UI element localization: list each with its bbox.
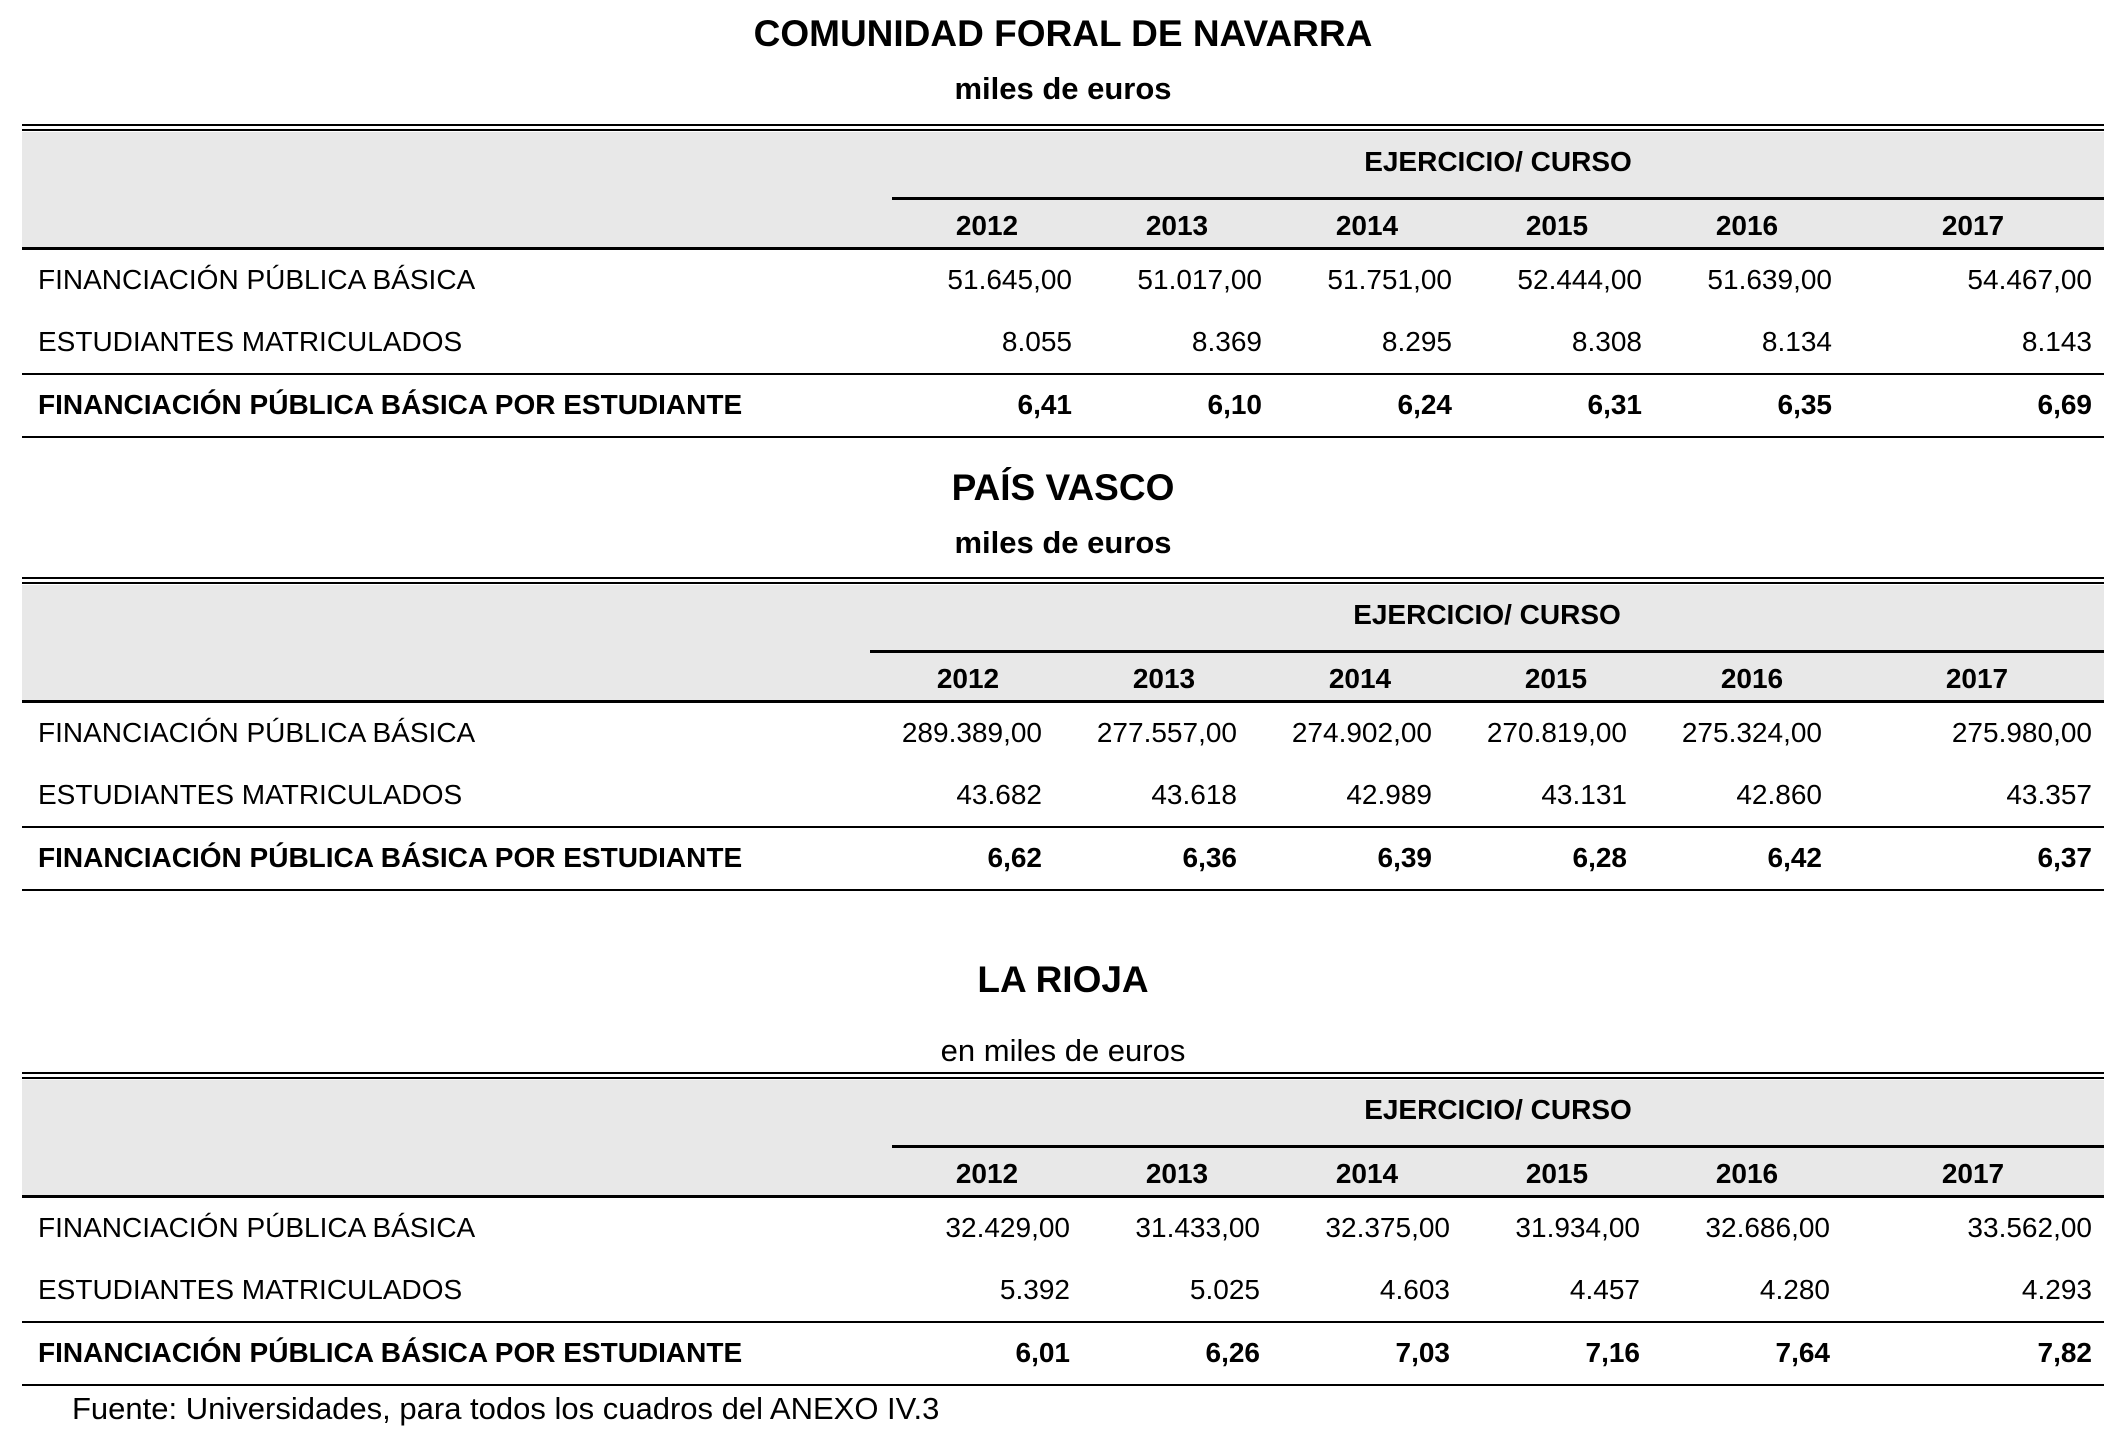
year-header: 2013 (1145, 1158, 1209, 1189)
section-title: COMUNIDAD FORAL DE NAVARRA (753, 13, 1373, 54)
table-cell: 51.017,00 (1137, 264, 1262, 295)
year-header: 2015 (1525, 210, 1589, 241)
row-label: FINANCIACIÓN PÚBLICA BÁSICA POR ESTUDIANTE (38, 842, 743, 873)
table-cell: 32.686,00 (1705, 1212, 1830, 1243)
table-cell: 51.751,00 (1327, 264, 1452, 295)
group-header: EJERCICIO/ CURSO (1364, 146, 1632, 177)
section-subtitle: miles de euros (954, 525, 1172, 560)
section-title: LA RIOJA (977, 959, 1149, 1000)
table-cell: 275.324,00 (1681, 717, 1822, 748)
table-cell: 52.444,00 (1517, 264, 1642, 295)
table-cell: 4.457 (1569, 1274, 1640, 1305)
table-cell: 6,39 (1377, 842, 1432, 873)
year-header: 2016 (1720, 663, 1784, 694)
table-cell: 6,01 (1015, 1337, 1070, 1368)
year-header: 2012 (936, 663, 1000, 694)
table-cell: 8.308 (1571, 326, 1642, 357)
table-cell: 51.645,00 (947, 264, 1072, 295)
table-cell: 4.603 (1379, 1274, 1450, 1305)
table-cell: 54.467,00 (1967, 264, 2092, 295)
table-cell: 7,82 (2037, 1337, 2092, 1368)
table-cell: 8.055 (1001, 326, 1072, 357)
table-cell: 6,24 (1397, 389, 1452, 420)
year-header: 2015 (1525, 1158, 1589, 1189)
group-header: EJERCICIO/ CURSO (1364, 1094, 1632, 1125)
table-cell: 5.025 (1189, 1274, 1260, 1305)
year-header: 2014 (1335, 1158, 1399, 1189)
table-cell: 4.293 (2021, 1274, 2092, 1305)
table-cell: 8.295 (1381, 326, 1452, 357)
table-cell: 33.562,00 (1967, 1212, 2092, 1243)
row-label: ESTUDIANTES MATRICULADOS (38, 779, 463, 810)
table-cell: 31.934,00 (1515, 1212, 1640, 1243)
row-label: FINANCIACIÓN PÚBLICA BÁSICA (38, 717, 476, 748)
table-cell: 42.989 (1346, 779, 1432, 810)
section-title: PAÍS VASCO (951, 467, 1175, 508)
table-cell: 43.131 (1541, 779, 1627, 810)
table-cell: 6,26 (1205, 1337, 1260, 1368)
table-cell: 274.902,00 (1291, 717, 1432, 748)
table-cell: 7,16 (1585, 1337, 1640, 1368)
table-cell: 6,36 (1182, 842, 1237, 873)
row-label: FINANCIACIÓN PÚBLICA BÁSICA POR ESTUDIANTE (38, 389, 743, 420)
year-header: 2012 (955, 1158, 1019, 1189)
row-label: ESTUDIANTES MATRICULADOS (38, 326, 463, 357)
table-cell: 6,69 (2037, 389, 2092, 420)
table-cell: 32.429,00 (945, 1212, 1070, 1243)
table-cell: 4.280 (1759, 1274, 1830, 1305)
year-header: 2013 (1132, 663, 1196, 694)
table-cell: 6,35 (1777, 389, 1832, 420)
row-label: FINANCIACIÓN PÚBLICA BÁSICA POR ESTUDIANTE (38, 1337, 743, 1368)
section-subtitle: en miles de euros (940, 1033, 1186, 1068)
table-cell: 8.134 (1761, 326, 1832, 357)
table-cell: 43.357 (2006, 779, 2092, 810)
table-cell: 5.392 (999, 1274, 1070, 1305)
table-cell: 277.557,00 (1096, 717, 1237, 748)
table-cell: 270.819,00 (1486, 717, 1627, 748)
source-footnote: Fuente: Universidades, para todos los cuadros del ANEXO IV.3 (72, 1391, 940, 1426)
table-cell: 6,28 (1572, 842, 1627, 873)
year-header: 2017 (1945, 663, 2009, 694)
year-header: 2013 (1145, 210, 1209, 241)
table-cell: 32.375,00 (1325, 1212, 1450, 1243)
table-cell: 6,31 (1587, 389, 1642, 420)
year-header: 2017 (1941, 1158, 2005, 1189)
year-header: 2014 (1328, 663, 1392, 694)
year-header: 2016 (1715, 210, 1779, 241)
table-cell: 8.369 (1191, 326, 1262, 357)
table-cell: 31.433,00 (1135, 1212, 1260, 1243)
table-cell: 7,03 (1395, 1337, 1450, 1368)
year-header: 2016 (1715, 1158, 1779, 1189)
table-cell: 289.389,00 (901, 717, 1042, 748)
row-label: FINANCIACIÓN PÚBLICA BÁSICA (38, 1212, 476, 1243)
row-label: FINANCIACIÓN PÚBLICA BÁSICA (38, 264, 476, 295)
table-cell: 6,42 (1767, 842, 1822, 873)
section-subtitle: miles de euros (954, 71, 1172, 106)
table-cell: 6,62 (987, 842, 1042, 873)
table-cell: 43.618 (1151, 779, 1237, 810)
row-label: ESTUDIANTES MATRICULADOS (38, 1274, 463, 1305)
table-cell: 42.860 (1736, 779, 1822, 810)
year-header: 2015 (1524, 663, 1588, 694)
table-cell: 6,37 (2037, 842, 2092, 873)
table-cell: 6,41 (1017, 389, 1072, 420)
table-cell: 7,64 (1775, 1337, 1830, 1368)
table-cell: 8.143 (2021, 326, 2092, 357)
year-header: 2014 (1335, 210, 1399, 241)
group-header: EJERCICIO/ CURSO (1353, 599, 1621, 630)
table-cell: 43.682 (956, 779, 1042, 810)
year-header: 2012 (955, 210, 1019, 241)
table-cell: 275.980,00 (1951, 717, 2092, 748)
year-header: 2017 (1941, 210, 2005, 241)
table-cell: 6,10 (1207, 389, 1262, 420)
table-cell: 51.639,00 (1707, 264, 1832, 295)
